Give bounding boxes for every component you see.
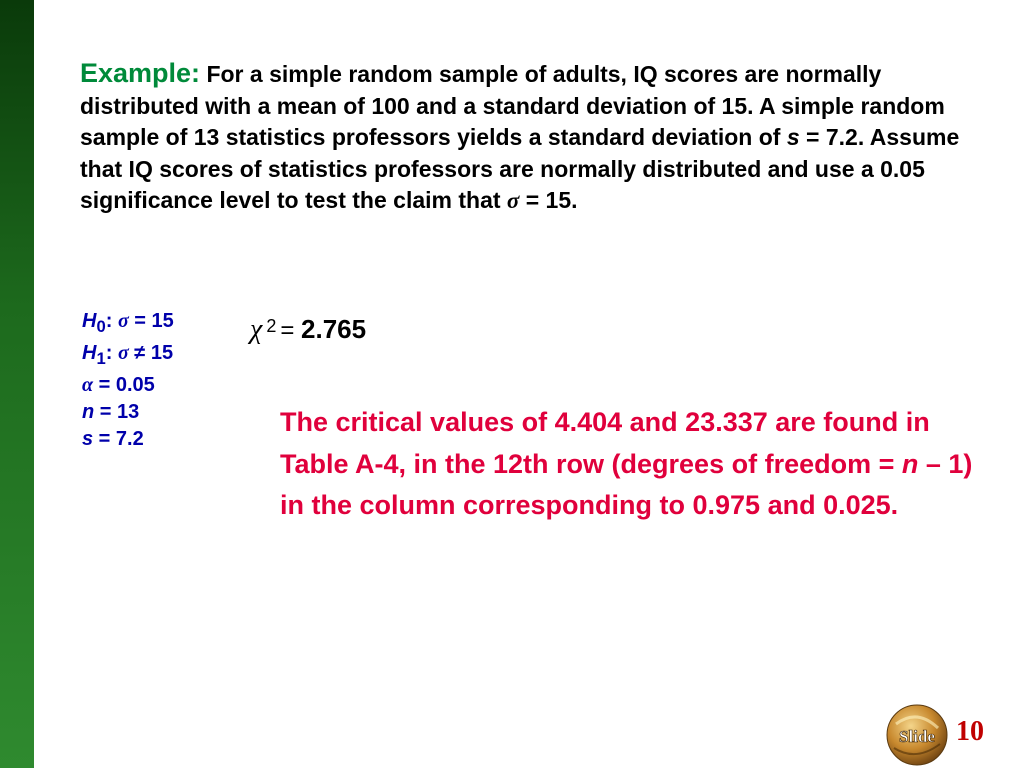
chi-exponent: 2 xyxy=(266,316,277,336)
sample-sd: s = 7.2 xyxy=(82,428,144,450)
chi-square-statistic xyxy=(250,314,366,346)
example-paragraph xyxy=(80,58,990,217)
slide-logo-text: Slide xyxy=(899,727,935,746)
example-text-1: For a simple random sample of adults, IQ scores are normally distributed with a mean of 100 and a standard deviation of 15. A simple random sample of 13 statistics professors yields a standard deviation of xyxy=(80,61,945,150)
slide-logo xyxy=(886,704,948,766)
example-text-2: = 7.2. Assume that IQ scores of statistics professors are normally distributed and use a 0.05 significance level to test the claim that xyxy=(80,124,960,213)
chi-equals: = xyxy=(280,317,302,344)
critical-n-variable: n xyxy=(901,448,919,479)
example-text-3: = 15. xyxy=(519,187,578,213)
example-label: Example: xyxy=(80,58,201,88)
critical-values-paragraph: The critical values of 4.404 and 23.337 are found in Table A-4, in the 12th row (degrees of freedom = n – 1) in the column corresponding to 0.975 and 0.025. xyxy=(280,407,973,520)
chi-symbol: χ xyxy=(250,314,263,345)
null-hypothesis: $H_0$: σ = 15 xyxy=(82,310,174,336)
sample-size: n = 13 xyxy=(82,401,140,423)
slide-number: 10 xyxy=(956,716,984,747)
example-s-variable: s xyxy=(786,124,800,150)
hypotheses-list xyxy=(82,308,262,453)
alpha-value: α = 0.05 xyxy=(82,374,155,396)
alternative-hypothesis: $H_1$: σ ≠ 15 xyxy=(82,342,174,368)
example-sigma-symbol: σ xyxy=(506,188,520,213)
chi-value: 2.765 xyxy=(301,314,367,344)
sidebar-stripe xyxy=(0,0,34,768)
